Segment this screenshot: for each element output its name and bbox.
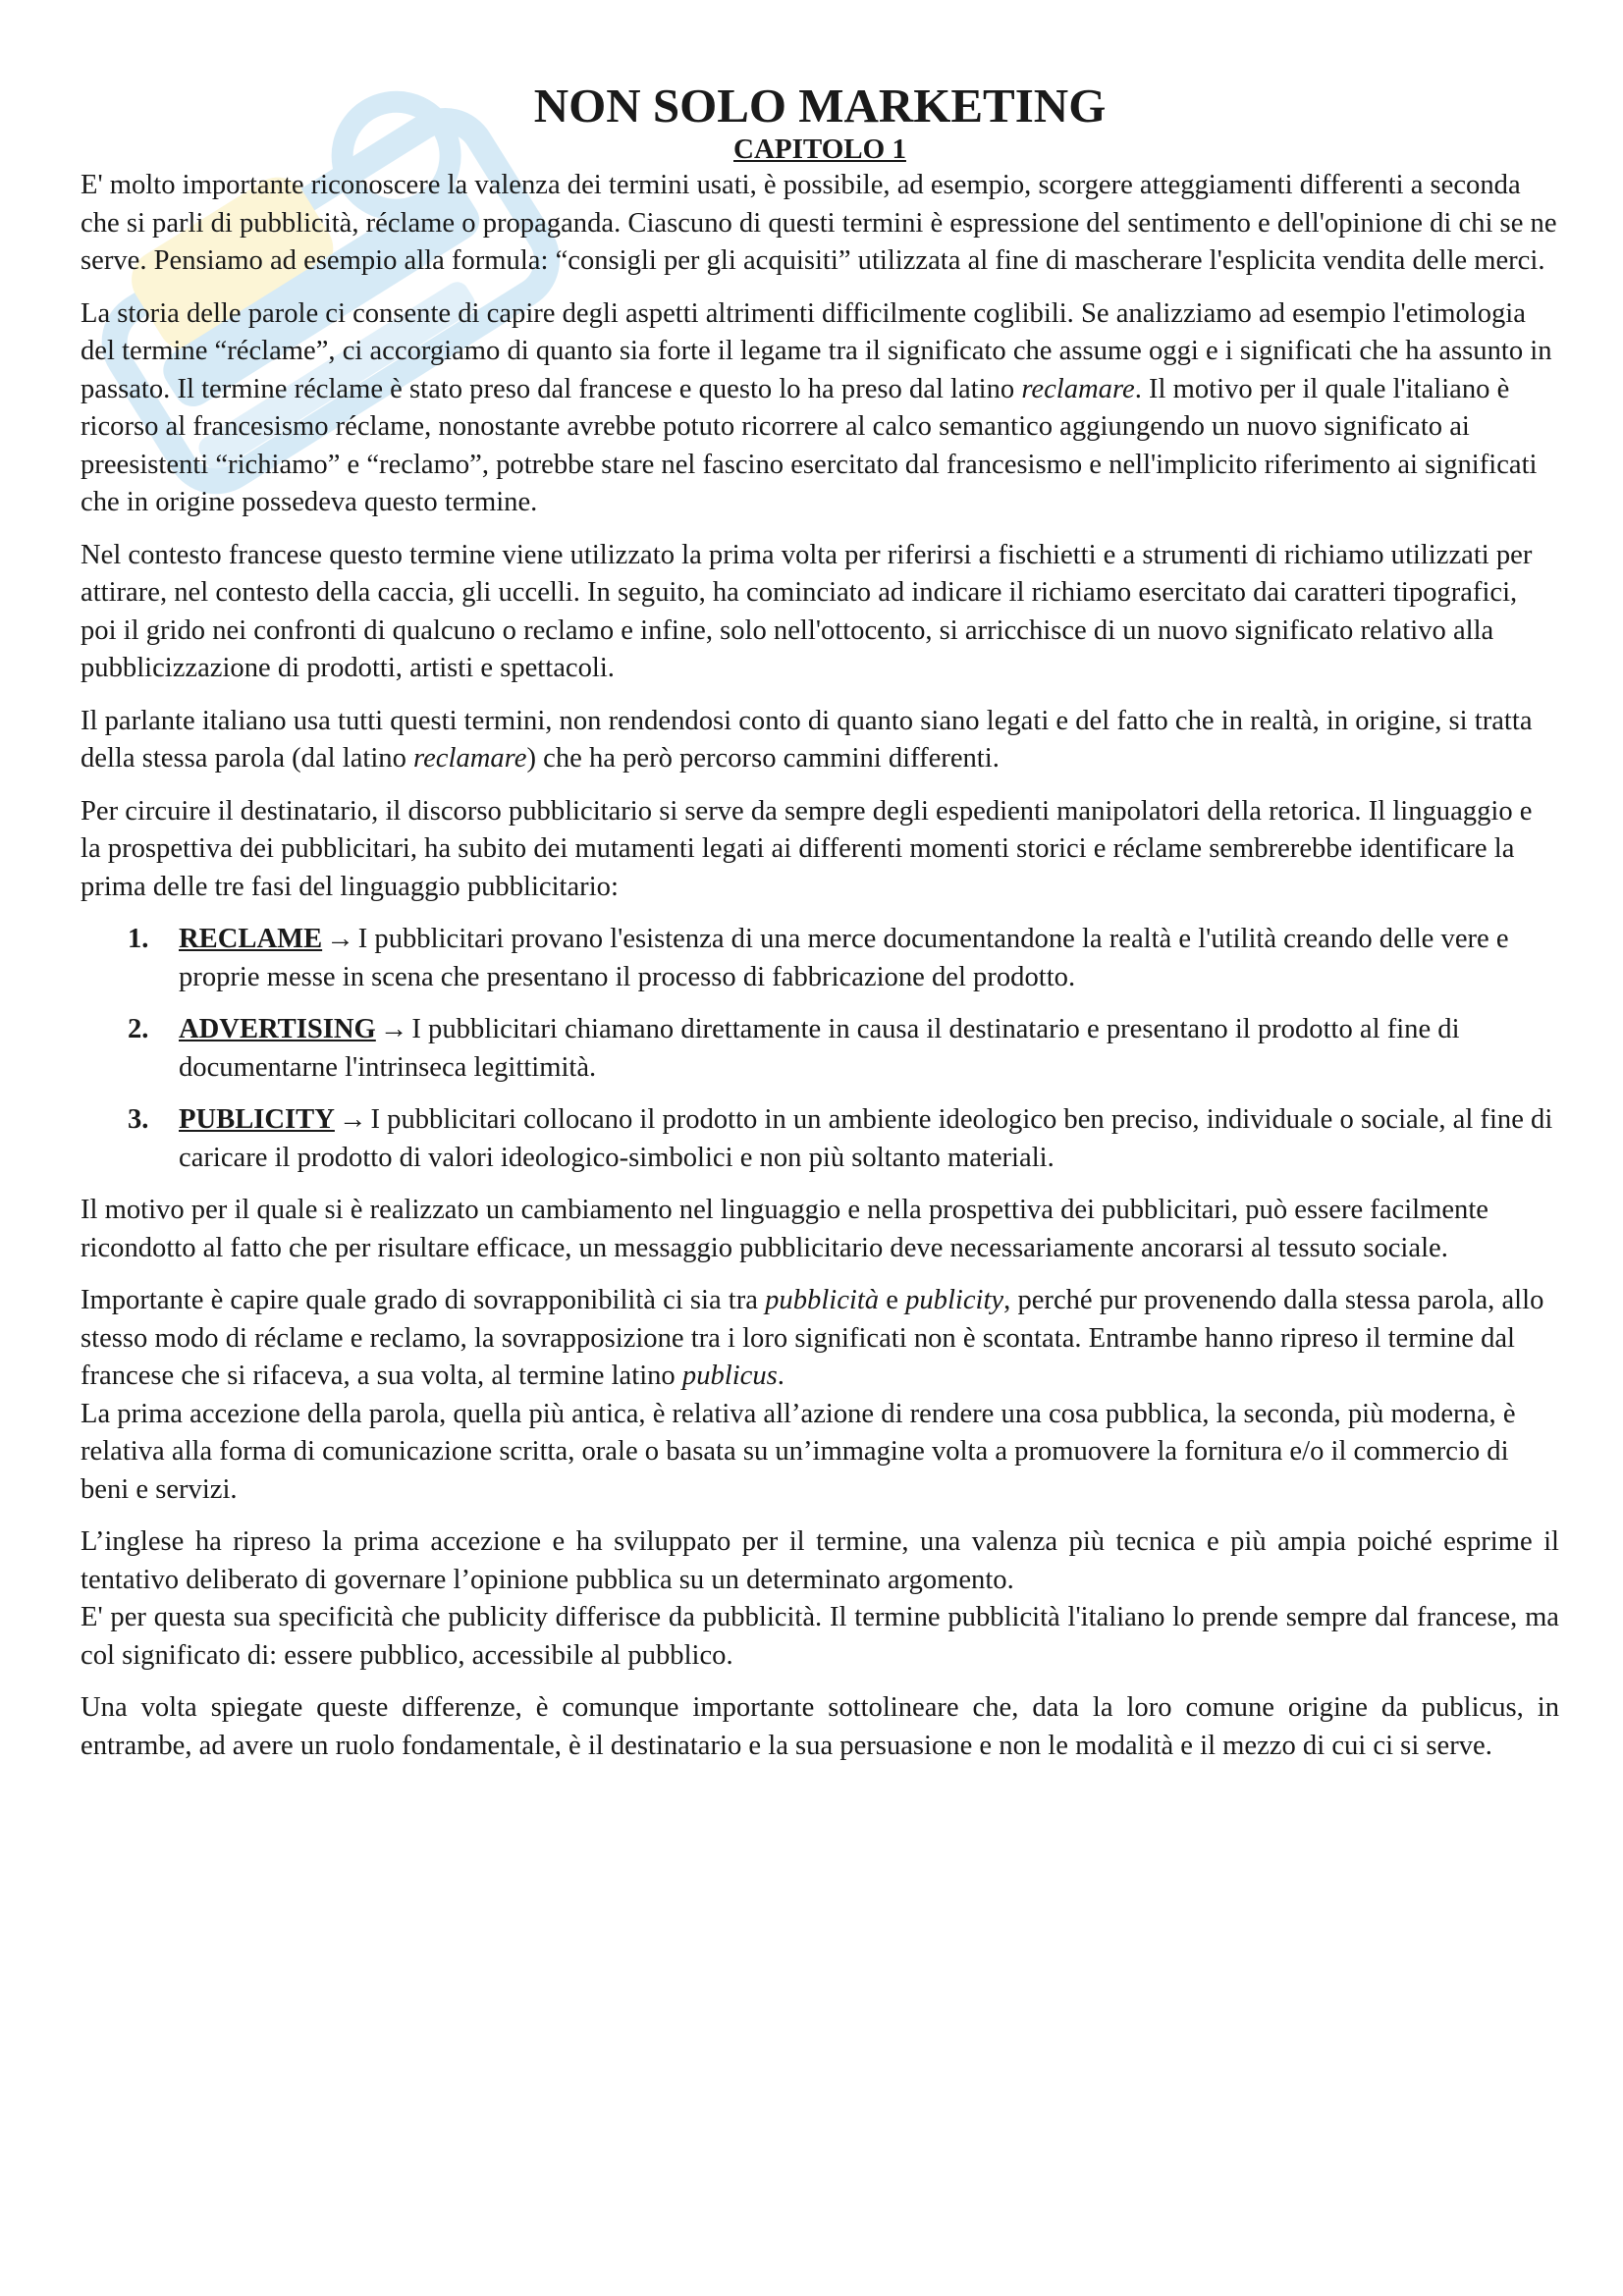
paragraph-4 xyxy=(81,703,1559,778)
paragraph-8-text: E' per questa sua specificità che publicity differisce da pubblicità. Il termine pubblicità l'italiano lo prende sempre dal francese, ma col significato di: essere pubblico, accessibile al pubblico. xyxy=(81,1602,1559,1671)
paragraph-2 xyxy=(81,295,1559,522)
paragraph-6: Il motivo per il quale si è realizzato un cambiamento nel linguaggio e nella prospettiva dei pubblicitari, può essere facilmente ricondotto al fatto che per risultare efficace, un messaggio pubblicitario deve necessariamente ancorarsi al tessuto sociale. xyxy=(81,1195,1488,1263)
paragraph-7-text: La prima accezione della parola, quella più antica, è relativa all’azione di rendere una cosa pubblica, la seconda, più moderna, è relativa alla forma di comunicazione scritta, orale o basata su un’immagine volta a promuovere la fornitura e/o il commercio di beni e servizi. xyxy=(81,1398,1516,1505)
paragraph-7 xyxy=(81,1282,1559,1509)
paragraph-1: E' molto importante riconoscere la valenza dei termini usati, è possibile, ad esempio, scorgere atteggiamenti differenti a seconda che si parli di pubblicità, réclame o propaganda. Ciascuno di questi termini è espressione del sentimento e dell'opinione di chi se ne serve. Pensiamo ad esempio alla formula: “consigli per gli acquisiti” utilizzata al fine di mascherare l'esplicita vendita delle merci. xyxy=(81,170,1557,276)
paragraph-4-text-end: ) che ha però percorso cammini differenti. xyxy=(526,743,1000,774)
paragraph-7-text: . xyxy=(777,1361,784,1391)
paragraph-7-italic: pubblicità xyxy=(765,1285,880,1315)
phase-term: RECLAME xyxy=(179,924,323,954)
paragraph-7-text: e xyxy=(879,1285,906,1315)
paragraph-7-text: , perché pur provenendo dalla stessa parola, allo stesso modo di réclame e reclamo, la sovrapposizione tra i loro significati non è scontata. Entrambe hanno ripreso il termine dal francese che si rifaceva, a sua volta, al termine latino xyxy=(81,1285,1544,1391)
document-title: NON SOLO MARKETING xyxy=(533,79,1107,133)
paragraph-4-text: Il parlante italiano usa tutti questi termini, non rendendosi conto di quanto siano legati e del fatto che in realtà, in origine, si tratta della stessa parola (dal latino xyxy=(81,705,1533,774)
paragraph-8-text: L’inglese ha ripreso la prima accezione e ha sviluppato per il termine, una valenza più tecnica e più ampia poiché esprime il tentativo deliberato di governare l’opinione pubblica su un determinato argomento. xyxy=(81,1526,1559,1595)
list-item xyxy=(81,921,1559,996)
list-item xyxy=(81,1011,1559,1087)
arrow-icon: → xyxy=(326,924,354,954)
arrow-icon: → xyxy=(338,1104,367,1135)
paragraph-4-italic: reclamare xyxy=(413,743,527,774)
phases-list xyxy=(81,921,1559,1177)
paragraph-7-italic: publicity xyxy=(905,1285,1004,1315)
phase-term: PUBLICITY xyxy=(179,1104,335,1135)
list-number: 2. xyxy=(128,1014,149,1044)
paragraph-3: Nel contesto francese questo termine viene utilizzato la prima volta per riferirsi a fischietti e a strumenti di richiamo utilizzati per attirare, nel contesto della caccia, gli uccelli. In seguito, ha cominciato ad indicare il richiamo esercitato dai caratteri tipografici, poi il grido nei confronti di qualcuno o reclamo e infine, solo nell'ottocento, si arricchisce di un nuovo significato relativo alla pubblicizzazione di prodotti, artisti e spettacoli. xyxy=(81,539,1533,683)
paragraph-8 xyxy=(81,1523,1559,1675)
list-number: 1. xyxy=(128,924,149,954)
chapter-heading: CAPITOLO 1 xyxy=(733,133,906,165)
arrow-icon: → xyxy=(379,1014,408,1044)
paragraph-2-italic: reclamare xyxy=(1021,373,1135,404)
paragraph-2-text-end: . Il motivo per il quale l'italiano è ricorso al francesismo réclame, nonostante avrebbe potuto ricorrere al calco semantico aggiungendo un nuovo significato ai preesistenti “richiamo” e “reclamo”, potrebbe stare nel fascino esercitato dal francesismo e nell'implicito riferimento ai significati che in origine possedeva questo termine. xyxy=(81,373,1538,517)
list-number: 3. xyxy=(128,1104,149,1135)
phase-description: I pubblicitari collocano il prodotto in un ambiente ideologico ben preciso, individuale o sociale, al fine di caricare il prodotto di valori ideologico-simbolici e non più soltanto materiali. xyxy=(179,1104,1553,1173)
paragraph-2-text: La storia delle parole ci consente di capire degli aspetti altrimenti difficilmente coglibili. Se analizziamo ad esempio l'etimologia del termine “réclame”, ci accorgiamo di quanto sia forte il legame tra il significato che assume oggi e i significati che ha assunto in passato. Il termine réclame è stato preso dal francese e questo lo ha preso dal latino xyxy=(81,297,1552,404)
document-page xyxy=(81,80,1559,1780)
phase-description: I pubblicitari provano l'esistenza di una merce documentandone la realtà e l'utilità creando delle vere e proprie messe in scena che presentano il processo di fabbricazione del prodotto. xyxy=(179,924,1509,992)
paragraph-5: Per circuire il destinatario, il discorso pubblicitario si serve da sempre degli espedienti manipolatori della retorica. Il linguaggio e la prospettiva dei pubblicitari, ha subito dei mutamenti legati ai differenti momenti storici e réclame sembrerebbe identificare la prima delle tre fasi del linguaggio pubblicitario: xyxy=(81,795,1533,902)
paragraph-9: Una volta spiegate queste differenze, è comunque importante sottolineare che, data la loro comune origine da publicus, in entrambe, ad avere un ruolo fondamentale, è il destinatario e la sua persuasione e non le modalità e il mezzo di cui ci si serve. xyxy=(81,1692,1559,1761)
paragraph-7-italic: publicus xyxy=(681,1361,778,1391)
paragraph-7-text: Importante è capire quale grado di sovrapponibilità ci sia tra xyxy=(81,1285,766,1315)
phase-term: ADVERTISING xyxy=(179,1014,376,1044)
list-item xyxy=(81,1101,1559,1177)
phase-description: I pubblicitari chiamano direttamente in causa il destinatario e presentano il prodotto al fine di documentarne l'intrinseca legittimità. xyxy=(179,1014,1460,1083)
